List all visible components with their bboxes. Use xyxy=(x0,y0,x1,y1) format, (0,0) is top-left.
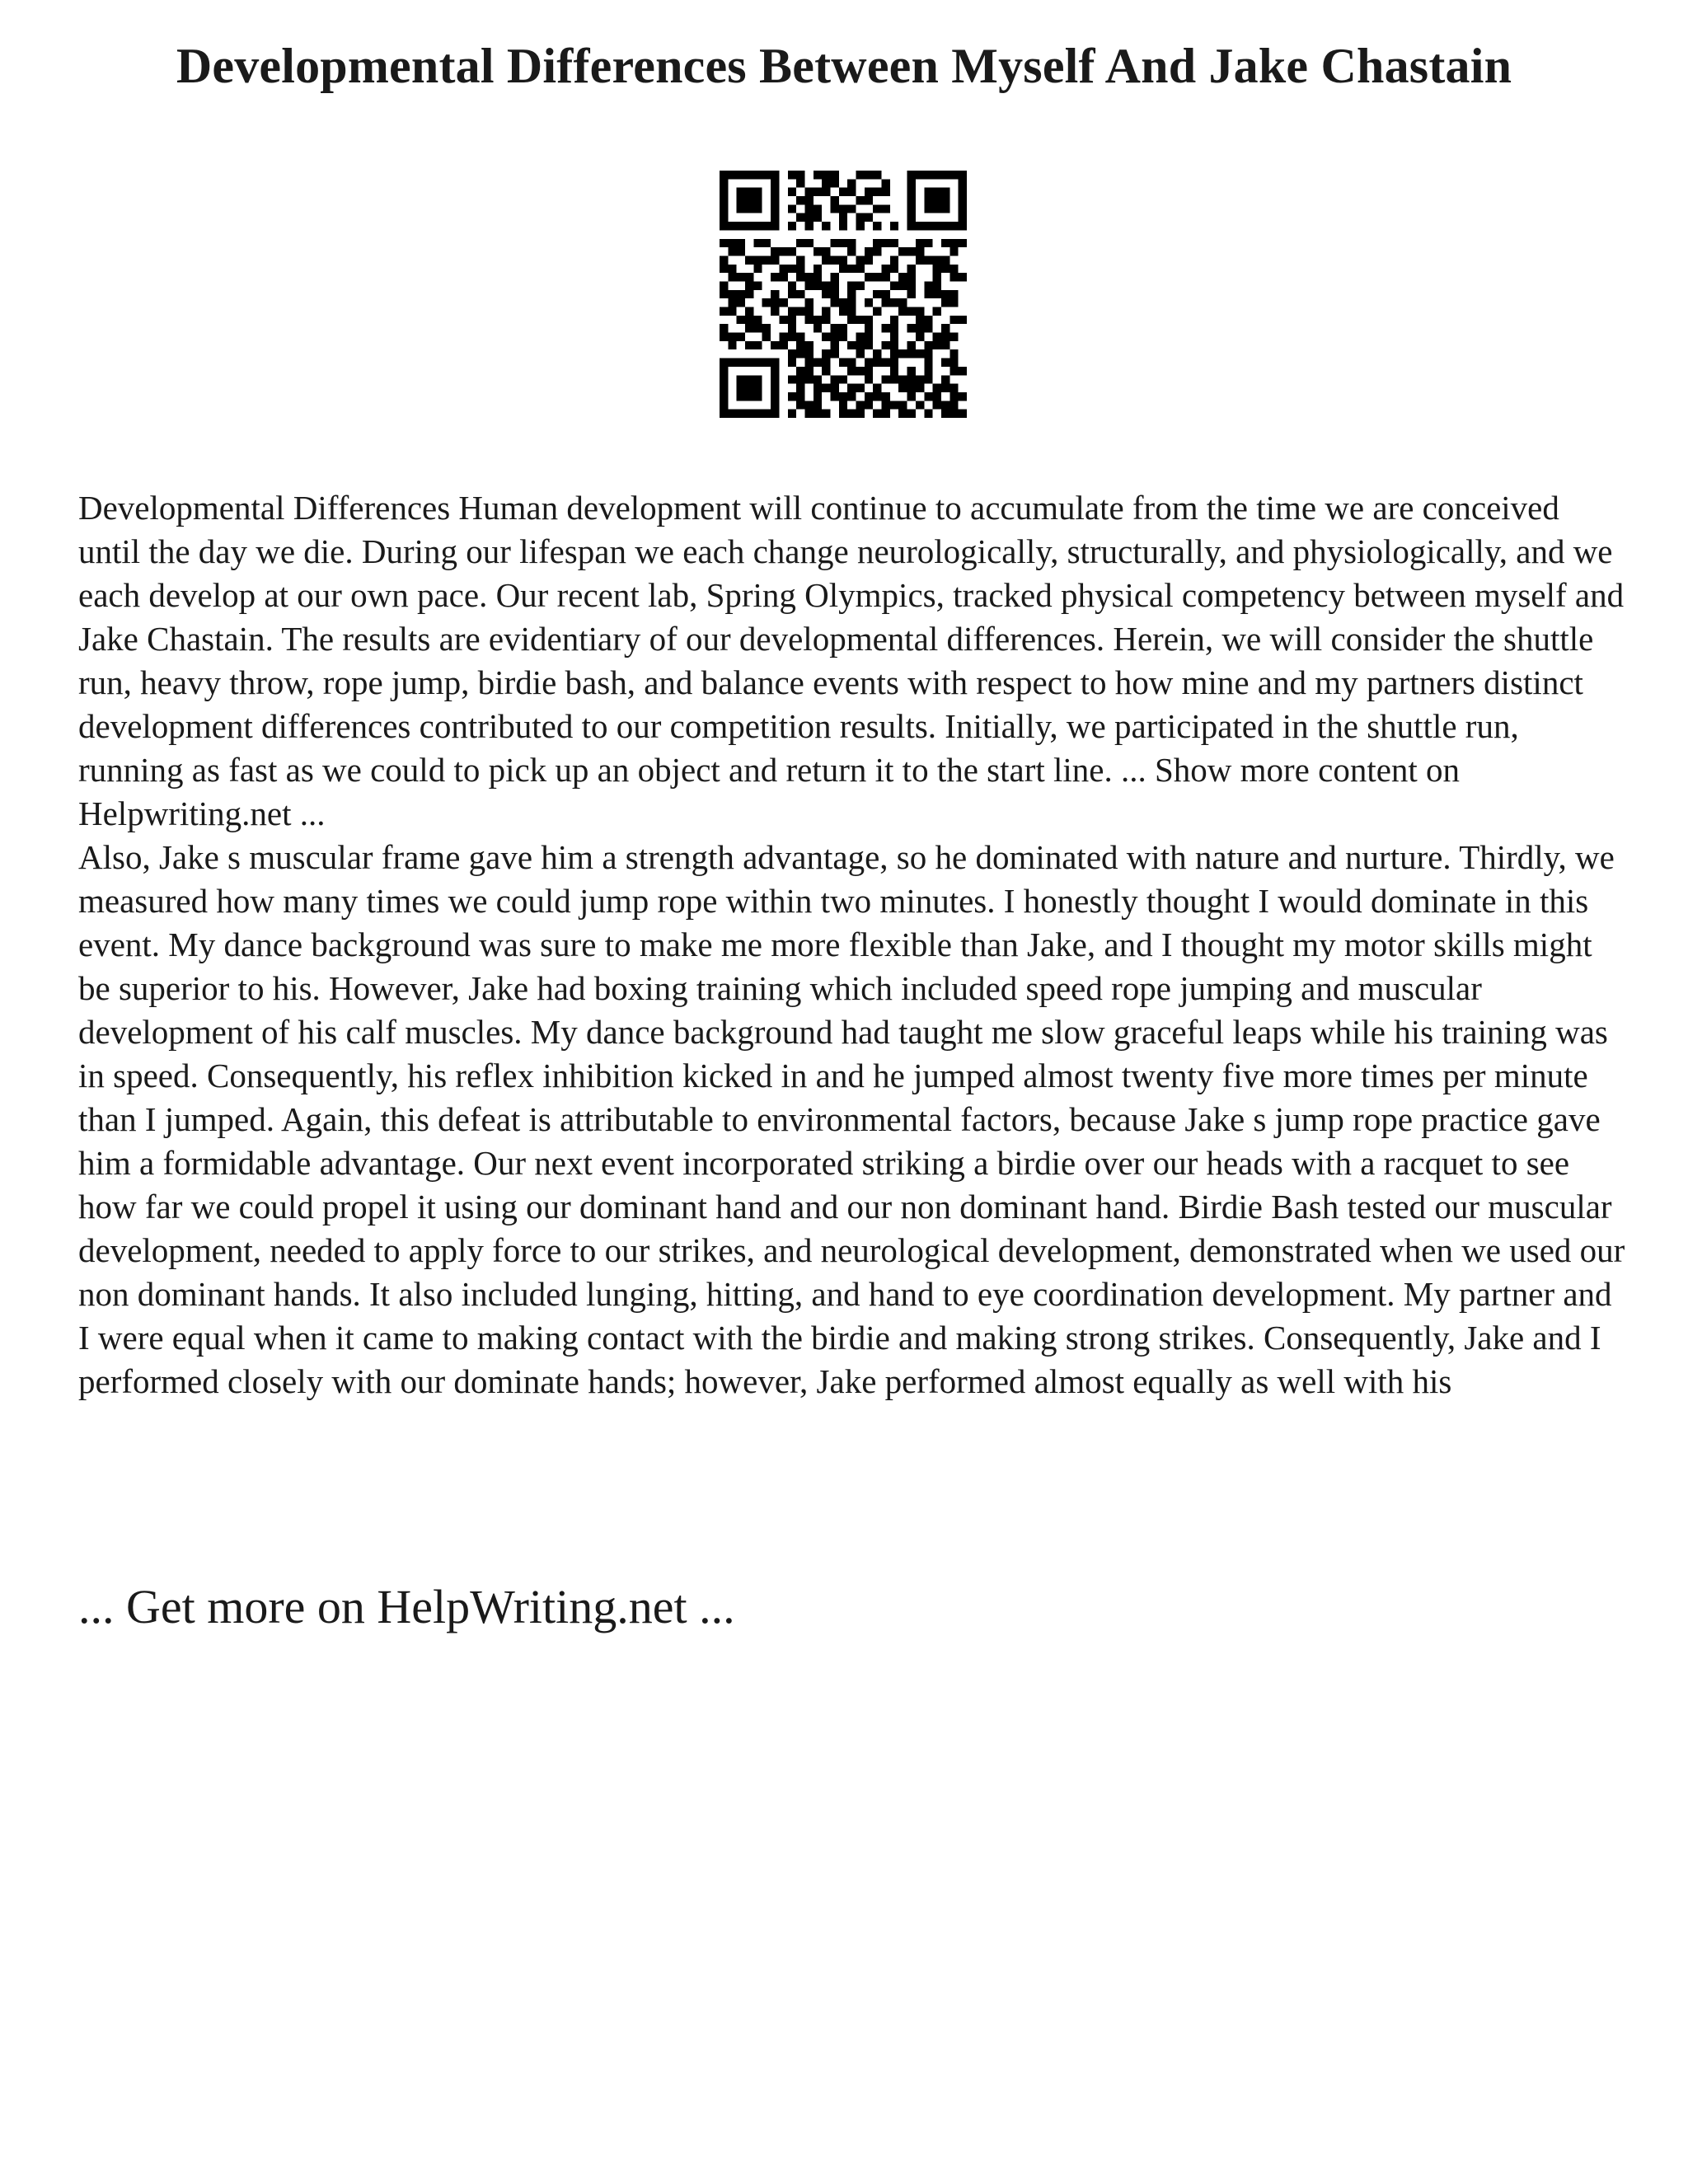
qr-code-icon xyxy=(720,171,967,418)
document-body xyxy=(78,486,1628,1404)
document-title: Developmental Differences Between Myself And Jake Chastain xyxy=(176,39,1512,93)
get-more-link[interactable]: ... Get more on HelpWriting.net ... xyxy=(78,1580,735,1633)
body-paragraph-2: Also, Jake s muscular frame gave him a strength advantage, so he dominated with nature and nurture. Thirdly, we measured how many times we could jump rope within two minutes. I honestly thought I would dominate in this event. My dance background was sure to make me more flexible than Jake, and I thought my motor skills might be superior to his. However, Jake had boxing training which included speed rope jumping and muscular development of his calf muscles. My dance background had taught me slow graceful leaps while his training was in speed. Consequently, his reflex inhibition kicked in and he jumped almost twenty five more times per minute than I jumped. Again, this defeat is attributable to environmental factors, because Jake s jump rope practice gave him a formidable advantage. Our next event incorporated striking a birdie over our heads with a racquet to see how far we could propel it using our dominant hand and our non dominant hand. Birdie Bash tested our muscular development, needed to apply force to our strikes, and neurological development, demonstrated when we used our non dominant hands. It also included lunging, hitting, and hand to eye coordination development. My partner and I were equal when it came to making contact with the birdie and making strong strikes. Consequently, Jake and I performed closely with our dominate hands; however, Jake performed almost equally as well with his xyxy=(78,838,1625,1400)
qr-modules xyxy=(720,171,967,418)
body-paragraph-1: Developmental Differences Human development will continue to accumulate from the time we are conceived until the day we die. During our lifespan we each change neurologically, structurally, and physiologically, and we each develop at our own pace. Our recent lab, Spring Olympics, tracked physical competency between myself and Jake Chastain. The results are evidentiary of our developmental differences. Herein, we will consider the shuttle run, heavy throw, rope jump, birdie bash, and balance events with respect to how mine and my partners distinct development differences contributed to our competition results. Initially, we participated in the shuttle run, running as fast as we could to pick up an object and return it to the start line. ... Show more content on Helpwriting.net ... xyxy=(78,489,1625,832)
